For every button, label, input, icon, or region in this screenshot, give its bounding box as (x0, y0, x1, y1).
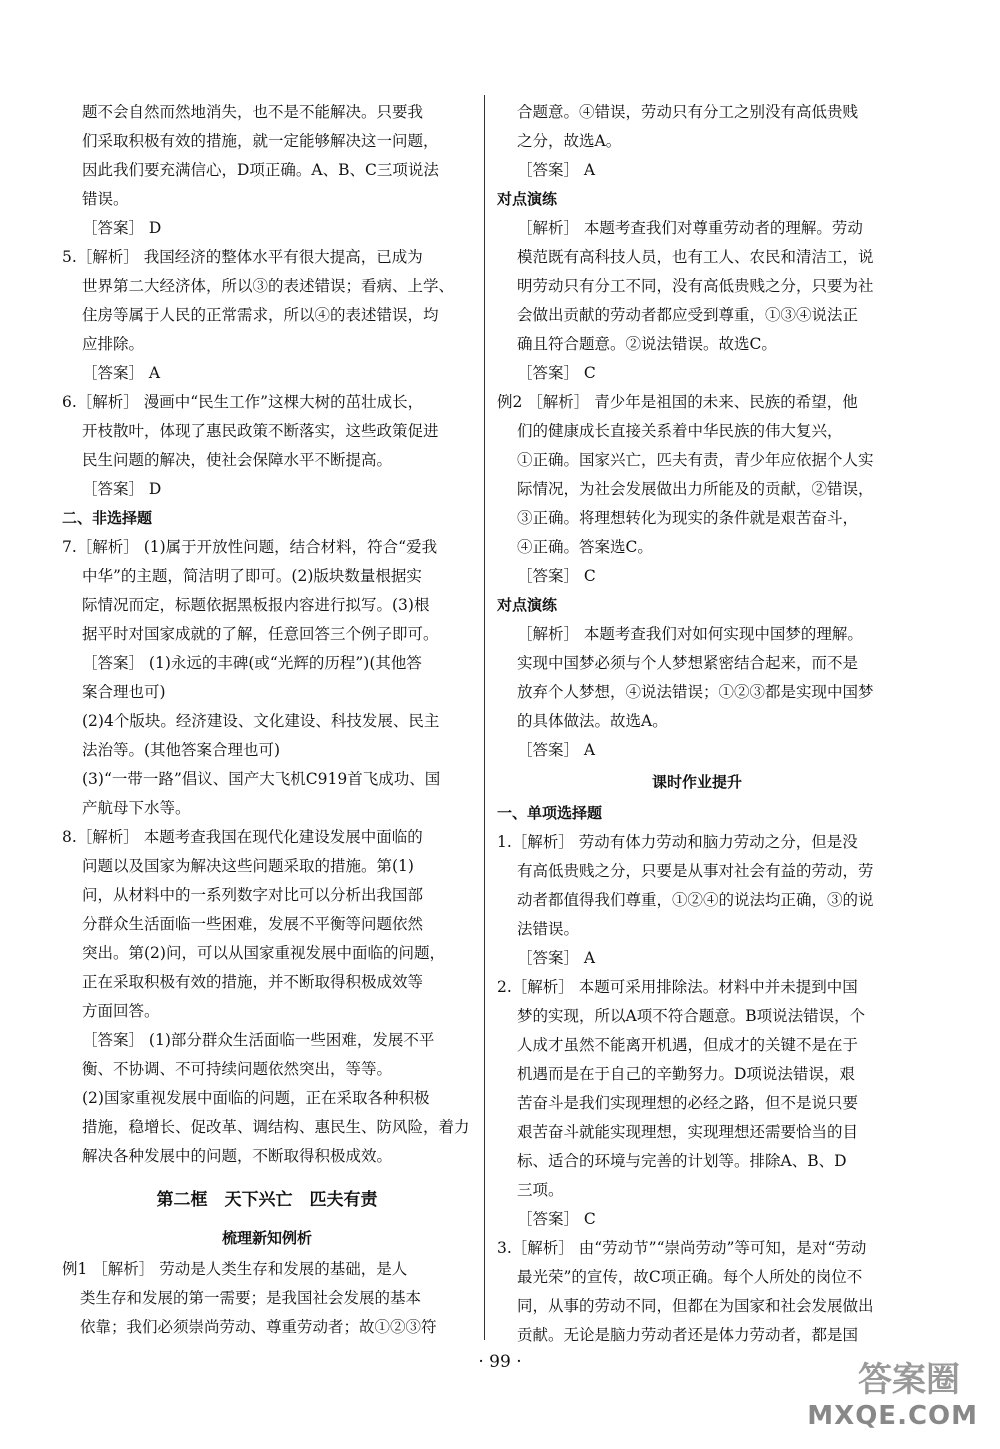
text-line: ［答案］ (1)永远的丰碑(或“光辉的历程”)(其他答 (82, 654, 422, 672)
text-line: 分群众生活面临一些困难，发展不平衡等问题依然 (82, 915, 424, 933)
text-line: 们采取积极有效的措施，就一定能够解决这一问题， (82, 132, 439, 150)
text-line: 方面回答。 (82, 1002, 160, 1020)
text-line: ［答案］ D (82, 219, 162, 237)
text-line: 合题意。④错误，劳动只有分工之别没有高低贵贱 (517, 103, 859, 121)
text-line: (2)国家重视发展中面临的问题，正在采取各种积极 (82, 1089, 430, 1107)
text-line: 7.［解析］ (1)属于开放性问题，结合材料，符合“爱我 (62, 538, 438, 556)
text-line: 问，从材料中的一系列数字对比可以分析出我国部 (82, 886, 424, 904)
text-line: 突出。第(2)问，可以从国家重视发展中面临的问题， (82, 944, 445, 962)
text-line: ［答案］ C (517, 1210, 596, 1228)
text-line: 标、适合的环境与完善的计划等。排除A、B、D (517, 1152, 847, 1170)
text-line: ③正确。将理想转化为现实的条件就是艰苦奋斗， (517, 509, 859, 527)
text-line: 3.［解析］ 由“劳动节”“崇尚劳动”等可知，是对“劳动 (497, 1239, 867, 1257)
text-line: 人成才虽然不能离开机遇，但成才的关键不是在于 (517, 1036, 859, 1054)
text-line: 问题以及国家为解决这些问题采取的措施。第(1) (82, 857, 414, 875)
watermark-url: MXQE.COM (807, 1401, 978, 1431)
text-line: 最光荣”的宣传，故C项正确。每个人所处的岗位不 (517, 1268, 863, 1286)
watermark-logo: 答案圈 (858, 1360, 960, 1400)
right-column-tail (497, 799, 897, 1350)
text-line: 1.［解析］ 劳动有体力劳动和脑力劳动之分，但是没 (497, 833, 858, 851)
text-line: 法错误。 (517, 920, 580, 938)
text-line: 艰苦奋斗就能实现理想，实现理想还需要恰当的目 (517, 1123, 859, 1141)
text-line: ［答案］ A (517, 741, 596, 759)
text-line: (3)“一带一路”倡议、国产大飞机C919首飞成功、国 (82, 770, 441, 788)
text-line: 模范既有高科技人员，也有工人、农民和清洁工，说 (517, 248, 874, 266)
text-line: 例1 ［解析］ 劳动是人类生存和发展的基础，是人 (62, 1260, 408, 1278)
text-line: 世界第二大经济体，所以③的表述错误；看病、上学、 (82, 277, 455, 295)
text-line: 措施，稳增长、促改革、调结构、惠民生、防风险，着力 (82, 1118, 470, 1136)
text-line: ［答案］ A (517, 949, 596, 967)
text-line: ［答案］ C (517, 567, 596, 585)
text-line: 5.［解析］ 我国经济的整体水平有很大提高，已成为 (62, 248, 423, 266)
text-line: ［答案］ A (82, 364, 161, 382)
right-column (497, 98, 897, 1350)
text-line: 放弃个人梦想，④说法错误；①②③都是实现中国梦 (517, 683, 874, 701)
text-line: 例2 ［解析］ 青少年是祖国的未来、民族的希望，他 (497, 393, 858, 411)
text-line: ［解析］ 本题考查我们对尊重劳动者的理解。劳动 (517, 219, 863, 237)
subsection-title-right: 课时作业提升 (651, 773, 742, 791)
text-line: 应排除。 (82, 335, 145, 353)
text-line: 三项。 (517, 1181, 564, 1199)
text-line: 之分，故选A。 (517, 132, 622, 150)
text-line: ［解析］ 本题考查我们对如何实现中国梦的理解。 (517, 625, 863, 643)
left-column (62, 98, 472, 1342)
text-line: 们的健康成长直接关系着中华民族的伟大复兴， (517, 422, 843, 440)
text-line: 同，从事的劳动不同，但都在为国家和社会发展做出 (517, 1297, 874, 1315)
text-line: 二、非选择题 (62, 509, 153, 527)
text-line: 错误。 (82, 190, 129, 208)
text-line: ［答案］ A (517, 161, 596, 179)
text-line: ［答案］ (1)部分群众生活面临一些困难，发展不平 (82, 1031, 435, 1049)
section-title: 第二框 天下兴亡 匹夫有责 (156, 1190, 378, 1210)
text-line: 解决各种发展中的问题，不断取得积极成效。 (82, 1147, 393, 1165)
text-line: 2.［解析］ 本题可采用排除法。材料中并未提到中国 (497, 978, 858, 996)
text-line: 的具体做法。故选A。 (517, 712, 668, 730)
text-line: 依靠；我们必须崇尚劳动、尊重劳动者；故①②③符 (80, 1318, 437, 1336)
text-line: 据平时对国家成就的了解，任意回答三个例子即可。 (82, 625, 439, 643)
text-line: ［答案］ C (517, 364, 596, 382)
right-column-body (497, 98, 897, 765)
text-line: 会做出贡献的劳动者都应受到尊重，①③④说法正 (517, 306, 859, 324)
left-column-tail (62, 1255, 472, 1342)
subsection-title-left: 梳理新知例析 (221, 1229, 312, 1247)
text-line: ［答案］ D (82, 480, 162, 498)
text-line: 一、单项选择题 (497, 804, 603, 822)
text-line: 贡献。无论是脑力劳动者还是体力劳动者，都是国 (517, 1326, 859, 1344)
text-line: 有高低贵贱之分，只要是从事对社会有益的劳动，劳 (517, 862, 874, 880)
text-line: 机遇而是在于自己的辛勤努力。D项说法错误，艰 (517, 1065, 855, 1083)
text-line: ④正确。答案选C。 (517, 538, 653, 556)
text-line: 法治等。(其他答案合理也可) (82, 741, 281, 759)
text-line: 际情况，为社会发展做出力所能及的贡献，②错误， (517, 480, 874, 498)
text-line: 明劳动只有分工不同，没有高低贵贱之分，只要为社 (517, 277, 874, 295)
text-line: 题不会自然而然地消失，也不是不能解决。只要我 (82, 103, 424, 121)
text-line: 住房等属于人民的正常需求，所以④的表述错误，均 (82, 306, 439, 324)
text-line: 6.［解析］ 漫画中“民生工作”这棵大树的茁壮成长， (62, 393, 424, 411)
text-line: 际情况而定，标题依据黑板报内容进行拟写。(3)根 (82, 596, 430, 614)
text-line: 苦奋斗是我们实现理想的必经之路，但不是说只要 (517, 1094, 859, 1112)
text-line: 对点演练 (497, 596, 558, 614)
text-line: 8.［解析］ 本题考查我国在现代化建设发展中面临的 (62, 828, 423, 846)
text-line: 产航母下水等。 (82, 799, 191, 817)
text-line: 类生存和发展的第一需要；是我国社会发展的基本 (80, 1289, 422, 1307)
text-line: 确且符合题意。②说法错误。故选C。 (517, 335, 777, 353)
text-line: ①正确。国家兴亡，匹夫有责，青少年应依据个人实 (517, 451, 874, 469)
text-line: 开枝散叶，体现了惠民政策不断落实，这些政策促进 (82, 422, 439, 440)
text-line: 案合理也可) (82, 683, 166, 701)
text-line: 因此我们要充满信心，D项正确。A、B、C三项说法 (82, 161, 439, 179)
text-line: 动者都值得我们尊重，①②④的说法均正确，③的说 (517, 891, 874, 909)
left-column-body (62, 98, 472, 1171)
text-line: 中华”的主题，简洁明了即可。(2)版块数量根据实 (82, 567, 422, 585)
text-line: 实现中国梦必须与个人梦想紧密结合起来，而不是 (517, 654, 859, 672)
text-line: (2)4个版块。经济建设、文化建设、科技发展、民主 (82, 712, 440, 730)
text-line: 梦的实现，所以A项不符合题意。B项说法错误，个 (517, 1007, 866, 1025)
text-line: 民生问题的解决，使社会保障水平不断提高。 (82, 451, 393, 469)
column-divider (484, 95, 485, 1340)
page-number: · 99 · (478, 1352, 522, 1372)
text-line: 衡、不协调、不可持续问题依然突出，等等。 (82, 1060, 393, 1078)
text-line: 正在采取积极有效的措施，并不断取得积极成效等 (82, 973, 424, 991)
text-line: 对点演练 (497, 190, 558, 208)
